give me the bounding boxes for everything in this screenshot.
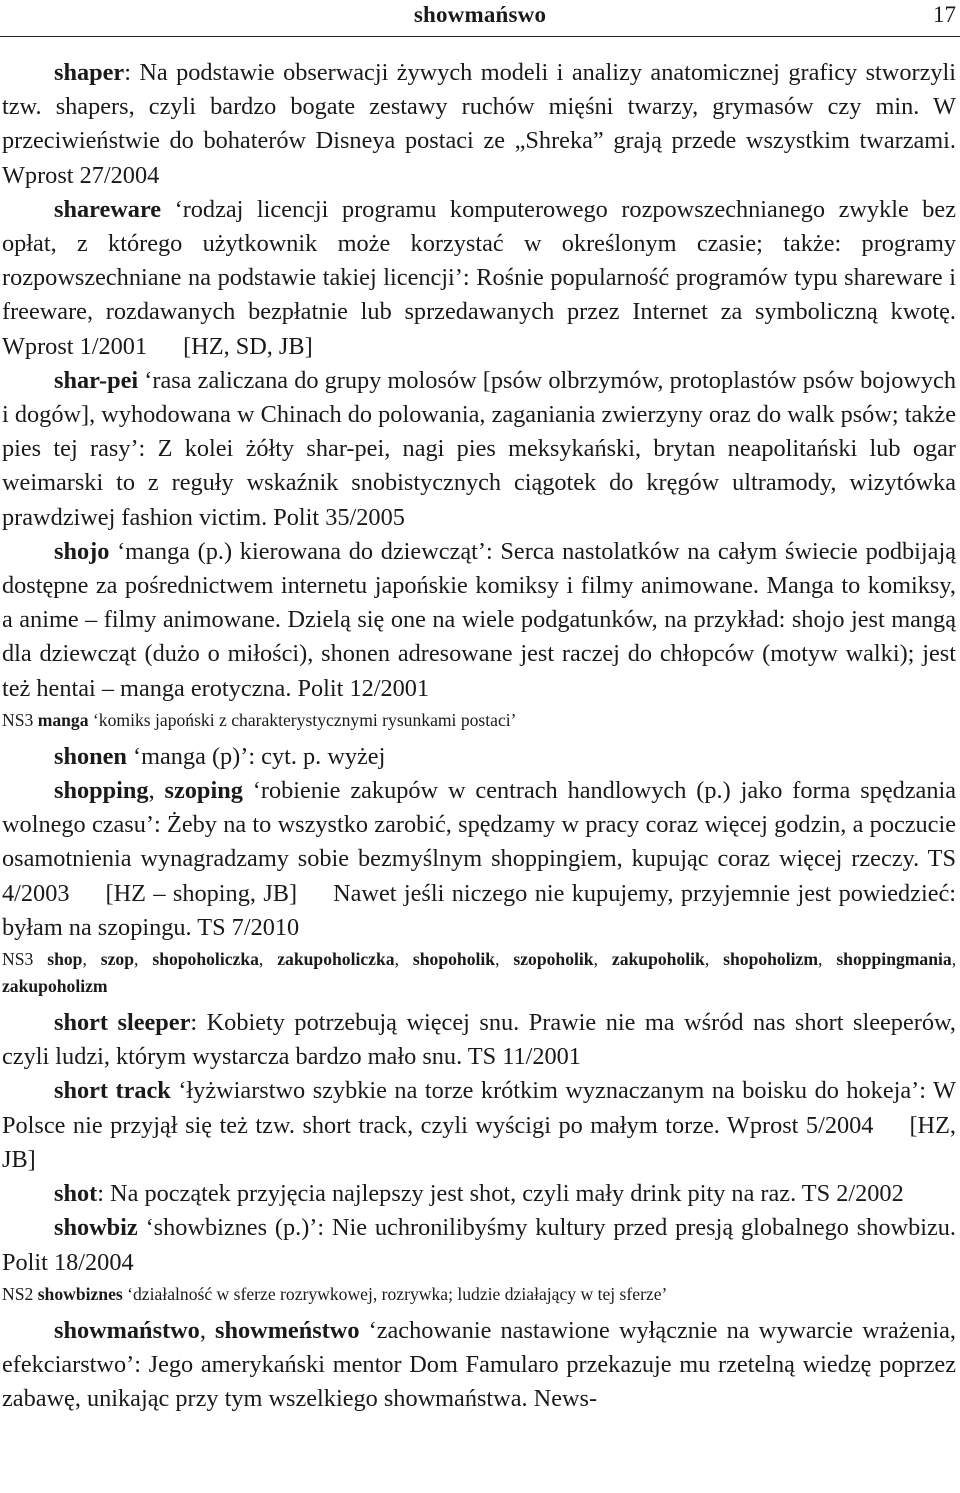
entry-text: ‘rasa zaliczana do grupy molosów [psów olbrzymów, protoplastów psów bojowych i dogów], wyhodowana w Chinach do polowania, zaganiania zwierzyny oraz do walk psów; także pies tej rasy’: Z kolei żółty shar-pei, nagi pies meksykański, brytan neapolitański lub ogar weimarski to z reguły wskaźnik snobistycznych ciągotek do kręgów ultramody, wizytówka prawdziwej fashion victim. Polit 35/2005 xyxy=(2,366,956,531)
headword: shopoholiczka xyxy=(152,949,259,970)
entry-text: ‘działalność w sferze rozrywkowej, rozrywka; ludzie działający w tej sferze’ xyxy=(122,1283,668,1304)
headword: szopoholik xyxy=(513,949,594,970)
entry-text: ‘zachowanie nastawione wyłącznie na wywarcie wrażenia, efekciarstwo’: Jego amerykański mentor Dom Famularo przekazuje mu rzetelną wiedzę poprzez zabawę, unikając przy tym wszelkiego showmaństwa. News- xyxy=(2,1316,956,1413)
entry-text: , xyxy=(394,949,413,970)
entry-text: , xyxy=(134,949,153,970)
headword: short sleeper xyxy=(54,1009,191,1037)
entry-text: NS2 xyxy=(2,1283,38,1304)
entry-text: , xyxy=(495,949,514,970)
headword: showmeństwo xyxy=(215,1316,360,1344)
headword: manga xyxy=(37,709,89,730)
entry-text: NS3 xyxy=(2,709,38,730)
entry-text: NS3 xyxy=(2,949,48,970)
entry-text: [HZ, SD, JB] xyxy=(183,332,313,360)
entry-text: ‘manga (p)’: cyt. p. wyżej xyxy=(126,742,386,770)
headword: zakupoholiczka xyxy=(277,949,395,970)
headword: showbiz xyxy=(54,1214,138,1242)
entry-text: ‘showbiznes (p.)’: Nie uchronilibyśmy kultury przed presją globalnego showbizu. Polit 18/2004 xyxy=(2,1214,956,1276)
headword: zakupoholik xyxy=(611,949,705,970)
headword: shaper xyxy=(54,59,125,86)
entry-text: , xyxy=(148,777,165,805)
entry-text: ‘rodzaj licencji programu komputerowego rozpowszechnianego zwykle bez opłat, z którego użytkownik może korzystać w określonym czasie; także: programy rozpowszechniane na podstawie takiej licencji’: Rośnie popularność programów typu shareware i freeware, rozdawanych bezpłatnie lub sprzedawanych przez Internet za symboliczną kwotę. Wprost 1/2001 xyxy=(2,195,956,360)
running-head: showmańswo xyxy=(413,2,547,27)
entry-text: [HZ, JB] xyxy=(2,1111,956,1173)
dictionary-entry xyxy=(2,1074,956,1177)
headword: shop xyxy=(47,949,83,970)
entry-text: , xyxy=(199,1316,216,1344)
headword: szop xyxy=(100,949,135,970)
dictionary-entry xyxy=(2,364,956,535)
headword: shonen xyxy=(54,742,127,770)
headword: shopoholizm xyxy=(723,949,818,970)
cross-reference-note xyxy=(2,707,956,734)
headword: shot xyxy=(54,1180,98,1208)
dictionary-entry xyxy=(2,1177,956,1211)
dictionary-entry xyxy=(2,56,956,193)
entry-text: , xyxy=(82,949,101,970)
dictionary-entry xyxy=(2,1006,956,1074)
entry-text: : Na początek przyjęcia najlepszy jest shot, czyli mały drink pity na raz. TS 2/2002 xyxy=(97,1180,904,1208)
entry-text: : Kobiety potrzebują więcej snu. Prawie nie ma wśród nas short sleeperów, czyli ludzi, którym wystarcza bardzo mało snu. TS 11/2001 xyxy=(2,1009,957,1071)
entry-text: , xyxy=(951,949,957,970)
entry-text: ‘łyżwiarstwo szybkie na torze krótkim wyznaczanym na boisku do hokeja’: W Polsce nie przyjął się też tzw. short track, czyli wyścigi po małym torze. Wprost 5/2004 xyxy=(2,1077,956,1139)
headword: szoping xyxy=(164,777,243,805)
entry-text: ‘robienie zakupów w centrach handlowych (p.) jako forma spędzania wolnego czasu’: Żeby na to wszystko zarobić, spędzamy w pracy coraz więcej godzin, a poczucie osamotnienia wynagradzamy sobie bezmyślnym shoppingiem, kupując coraz więcej rzeczy. TS 4/2003 xyxy=(2,777,956,907)
entry-text: , xyxy=(258,949,278,970)
headword: showmaństwo xyxy=(54,1316,200,1344)
cross-reference-note xyxy=(2,1281,956,1308)
dictionary-entry xyxy=(2,1211,956,1279)
dictionary-body xyxy=(2,56,956,1416)
headword: shopping xyxy=(54,777,149,805)
headword: short track xyxy=(54,1077,171,1105)
entry-text: Nawet jeśli niczego nie kupujemy, przyjemnie jest powiedzieć: byłam na szopingu. TS 7/2010 xyxy=(2,879,957,941)
dictionary-entry xyxy=(2,535,956,706)
entry-text: : Na podstawie obserwacji żywych modeli i analizy anatomicznej graficy stworzyli tzw. shapers, czyli bardzo bogate zestawy ruchów mięśni twarzy, grymasów czy min. W przeciwieństwie do bohaterów Disneya postaci ze „Shreka” grają przede wszystkim twarzami. Wprost 27/2004 xyxy=(2,59,956,189)
headword: shar-pei xyxy=(54,366,139,394)
entry-text: ‘manga (p.) kierowana do dziewcząt’: Serca nastolatków na całym świecie podbijają dostępne za pośrednictwem internetu japońskie komiksy i filmy animowane. Manga to komiksy, a anime – filmy animowane. Dzielą się one na wiele podgatunków, na przykład: shojo jest mangą dla dziewcząt (dużo o miłości), shonen adresowane jest raczej do chłopców (motyw walki); jest też hentai – manga erotyczna. Polit 12/2001 xyxy=(2,537,956,702)
headword: showbiznes xyxy=(37,1283,123,1304)
headword: shareware xyxy=(54,195,162,223)
entry-text: , xyxy=(593,949,612,970)
page-header xyxy=(0,0,960,37)
entry-text: , xyxy=(704,949,724,970)
dictionary-entry xyxy=(2,1314,956,1417)
dictionary-entry xyxy=(2,193,956,364)
entry-text: , xyxy=(817,949,837,970)
entry-text: ‘komiks japoński z charakterystycznymi rysunkami postaci’ xyxy=(88,709,517,730)
dictionary-entry xyxy=(2,774,956,945)
dictionary-entry xyxy=(2,740,956,774)
headword: shopoholik xyxy=(412,949,496,970)
entry-text: [HZ – shoping, JB] xyxy=(105,879,298,907)
page-number: 17 xyxy=(933,2,956,27)
headword: shoppingmania xyxy=(836,949,952,970)
headword: zakupoholizm xyxy=(2,976,108,997)
cross-reference-note xyxy=(2,946,956,1000)
headword: shojo xyxy=(54,537,110,565)
